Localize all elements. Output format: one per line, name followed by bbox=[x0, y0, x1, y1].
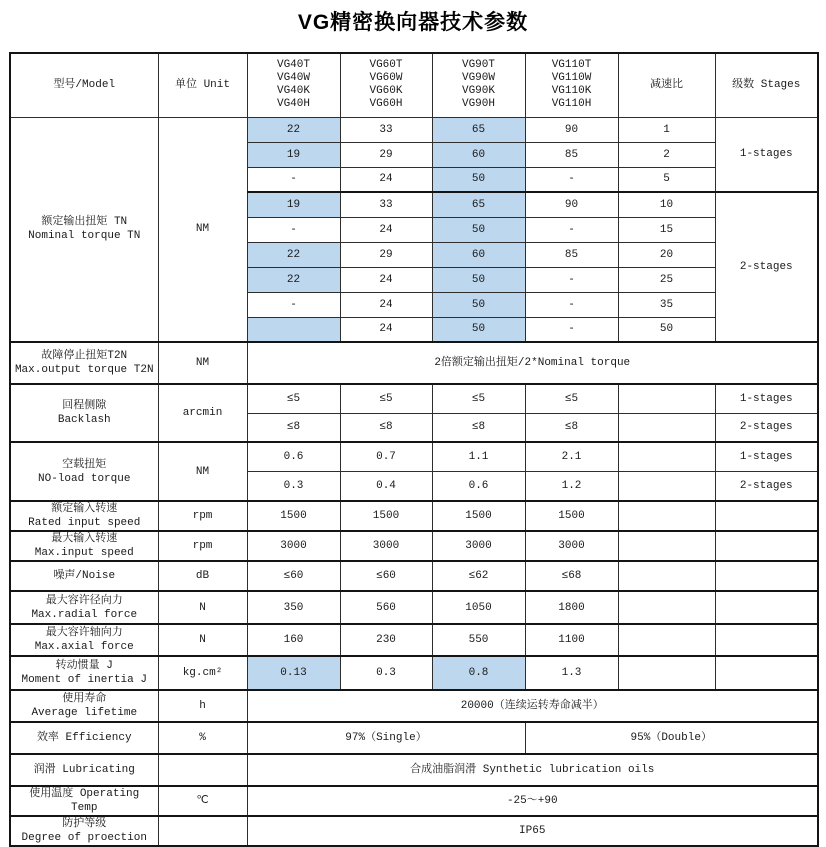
torque-value: 22 bbox=[247, 242, 340, 267]
max-speed-value: 3000 bbox=[247, 531, 340, 561]
torque-value: 60 bbox=[432, 142, 525, 167]
noload-value: 1.1 bbox=[432, 442, 525, 471]
torque-value: 19 bbox=[247, 142, 340, 167]
torque-value: 50 bbox=[432, 217, 525, 242]
col-header-ratio: 减速比 bbox=[618, 53, 715, 117]
stage-empty-cell bbox=[715, 656, 818, 690]
radial-force-value: 1800 bbox=[525, 591, 618, 624]
col-header-unit: 单位 Unit bbox=[158, 53, 247, 117]
max-speed-row bbox=[10, 531, 818, 561]
lifetime-value: 20000（连续运转寿命减半） bbox=[247, 690, 818, 722]
backlash-value: ≤5 bbox=[525, 384, 618, 413]
torque-value: 24 bbox=[340, 317, 432, 342]
radial-force-label: 最大容许径向力 Max.radial force bbox=[10, 591, 158, 624]
backlash-value: ≤5 bbox=[247, 384, 340, 413]
inertia-value: 1.3 bbox=[525, 656, 618, 690]
ratio-empty-cell bbox=[618, 656, 715, 690]
noload-row bbox=[10, 442, 818, 471]
torque-value: 65 bbox=[432, 192, 525, 217]
ratio-empty-cell bbox=[618, 413, 715, 442]
torque-value: 50 bbox=[432, 167, 525, 192]
ratio-empty-cell bbox=[618, 531, 715, 561]
inertia-unit: kg.cm² bbox=[158, 656, 247, 690]
torque-value: 22 bbox=[247, 117, 340, 142]
noload-value: 0.4 bbox=[340, 471, 432, 501]
torque-value: - bbox=[247, 217, 340, 242]
axial-force-label: 最大容许轴向力 Max.axial force bbox=[10, 624, 158, 656]
stage-2-cell: 2-stages bbox=[715, 192, 818, 342]
rated-speed-value: 1500 bbox=[340, 501, 432, 531]
torque-value: 29 bbox=[340, 242, 432, 267]
ratio-empty-cell bbox=[618, 591, 715, 624]
rated-speed-value: 1500 bbox=[525, 501, 618, 531]
noise-value: ≤60 bbox=[247, 561, 340, 591]
ratio-value: 35 bbox=[618, 292, 715, 317]
ratio-value: 25 bbox=[618, 267, 715, 292]
stage-empty-cell bbox=[715, 501, 818, 531]
spec-table bbox=[9, 52, 819, 847]
torque-row bbox=[10, 117, 818, 142]
torque-value: 29 bbox=[340, 142, 432, 167]
torque-label: 额定输出扭矩 TN Nominal torque TN bbox=[10, 117, 158, 342]
header-row bbox=[10, 53, 818, 117]
ratio-empty-cell bbox=[618, 442, 715, 471]
page-title: VG精密换向器技术参数 bbox=[297, 11, 529, 34]
efficiency-row bbox=[10, 722, 818, 754]
col-header-vg90: VG90T VG90W VG90K VG90H bbox=[432, 53, 525, 117]
backlash-value: ≤8 bbox=[525, 413, 618, 442]
noise-label: 噪声/Noise bbox=[10, 561, 158, 591]
rated-speed-row bbox=[10, 501, 818, 531]
lifetime-unit: h bbox=[158, 690, 247, 722]
noload-value: 0.6 bbox=[432, 471, 525, 501]
stage-cell: 2-stages bbox=[715, 413, 818, 442]
ratio-value: 15 bbox=[618, 217, 715, 242]
rated-speed-value: 1500 bbox=[247, 501, 340, 531]
temp-row bbox=[10, 786, 818, 816]
inertia-value: 0.13 bbox=[247, 656, 340, 690]
col-header-model: 型号/Model bbox=[10, 53, 158, 117]
stage-1-cell: 1-stages bbox=[715, 117, 818, 192]
torque-value: - bbox=[525, 317, 618, 342]
torque-value: 33 bbox=[340, 192, 432, 217]
torque-value: 24 bbox=[340, 292, 432, 317]
torque-value: 24 bbox=[340, 267, 432, 292]
torque-value: 85 bbox=[525, 242, 618, 267]
stage-empty-cell bbox=[715, 531, 818, 561]
radial-force-unit: N bbox=[158, 591, 247, 624]
torque-value: 33 bbox=[340, 117, 432, 142]
protection-label: 防护等级 Degree of proection bbox=[10, 816, 158, 846]
noload-value: 2.1 bbox=[525, 442, 618, 471]
rated-speed-label: 额定输入转速 Rated input speed bbox=[10, 501, 158, 531]
temp-label: 使用温度 Operating Temp bbox=[10, 786, 158, 816]
stage-empty-cell bbox=[715, 591, 818, 624]
ratio-value: 20 bbox=[618, 242, 715, 267]
backlash-value: ≤8 bbox=[247, 413, 340, 442]
stage-cell: 1-stages bbox=[715, 442, 818, 471]
backlash-value: ≤5 bbox=[432, 384, 525, 413]
inertia-label: 转动惯量 J Moment of inertia J bbox=[10, 656, 158, 690]
efficiency-unit: % bbox=[158, 722, 247, 754]
inertia-row bbox=[10, 656, 818, 690]
max-speed-label: 最大输入转速 Max.input speed bbox=[10, 531, 158, 561]
lubricating-label: 润滑 Lubricating bbox=[10, 754, 158, 786]
torque-value: 50 bbox=[432, 292, 525, 317]
radial-force-value: 1050 bbox=[432, 591, 525, 624]
lifetime-label: 使用寿命 Average lifetime bbox=[10, 690, 158, 722]
ratio-value: 5 bbox=[618, 167, 715, 192]
radial-force-value: 350 bbox=[247, 591, 340, 624]
backlash-value: ≤8 bbox=[340, 413, 432, 442]
radial-force-value: 560 bbox=[340, 591, 432, 624]
efficiency-label: 效率 Efficiency bbox=[10, 722, 158, 754]
ratio-empty-cell bbox=[618, 501, 715, 531]
max-speed-value: 3000 bbox=[340, 531, 432, 561]
noload-value: 1.2 bbox=[525, 471, 618, 501]
backlash-value: ≤8 bbox=[432, 413, 525, 442]
rated-speed-value: 1500 bbox=[432, 501, 525, 531]
torque-value: - bbox=[247, 292, 340, 317]
torque-value: - bbox=[525, 292, 618, 317]
torque-value: 50 bbox=[432, 267, 525, 292]
torque-value bbox=[247, 317, 340, 342]
torque-value: 90 bbox=[525, 117, 618, 142]
t2n-unit: NM bbox=[158, 342, 247, 384]
noise-unit: dB bbox=[158, 561, 247, 591]
torque-value: 50 bbox=[432, 317, 525, 342]
noload-unit: NM bbox=[158, 442, 247, 501]
noload-label: 空载扭矩 NO-load torque bbox=[10, 442, 158, 501]
inertia-value: 0.3 bbox=[340, 656, 432, 690]
torque-value: 24 bbox=[340, 217, 432, 242]
t2n-label: 故障停止扭矩T2N Max.output torque T2N bbox=[10, 342, 158, 384]
rated-speed-unit: rpm bbox=[158, 501, 247, 531]
stage-empty-cell bbox=[715, 624, 818, 656]
noise-row bbox=[10, 561, 818, 591]
noload-value: 0.7 bbox=[340, 442, 432, 471]
backlash-row bbox=[10, 384, 818, 413]
ratio-value: 10 bbox=[618, 192, 715, 217]
max-speed-unit: rpm bbox=[158, 531, 247, 561]
col-header-vg60: VG60T VG60W VG60K VG60H bbox=[340, 53, 432, 117]
torque-value: - bbox=[525, 167, 618, 192]
backlash-unit: arcmin bbox=[158, 384, 247, 442]
temp-value: -25～+90 bbox=[247, 786, 818, 816]
stage-cell: 2-stages bbox=[715, 471, 818, 501]
radial-force-row bbox=[10, 591, 818, 624]
lubricating-value: 合成油脂润滑 Synthetic lubrication oils bbox=[247, 754, 818, 786]
noload-value: 0.3 bbox=[247, 471, 340, 501]
torque-value: 22 bbox=[247, 267, 340, 292]
ratio-empty-cell bbox=[618, 471, 715, 501]
lubricating-unit bbox=[158, 754, 247, 786]
ratio-value: 1 bbox=[618, 117, 715, 142]
col-header-vg110: VG110T VG110W VG110K VG110H bbox=[525, 53, 618, 117]
torque-value: 19 bbox=[247, 192, 340, 217]
max-speed-value: 3000 bbox=[525, 531, 618, 561]
noise-value: ≤62 bbox=[432, 561, 525, 591]
ratio-empty-cell bbox=[618, 384, 715, 413]
torque-value: 90 bbox=[525, 192, 618, 217]
t2n-value: 2倍额定输出扭矩/2*Nominal torque bbox=[247, 342, 818, 384]
backlash-label: 回程侧隙 Backlash bbox=[10, 384, 158, 442]
torque-value: 24 bbox=[340, 167, 432, 192]
stage-cell: 1-stages bbox=[715, 384, 818, 413]
col-header-stages: 级数 Stages bbox=[715, 53, 818, 117]
torque-value: 60 bbox=[432, 242, 525, 267]
axial-force-unit: N bbox=[158, 624, 247, 656]
efficiency-single-value: 97%（Single） bbox=[247, 722, 525, 754]
torque-value: - bbox=[525, 217, 618, 242]
ratio-empty-cell bbox=[618, 624, 715, 656]
torque-value: 85 bbox=[525, 142, 618, 167]
backlash-value: ≤5 bbox=[340, 384, 432, 413]
protection-row bbox=[10, 816, 818, 846]
lifetime-row bbox=[10, 690, 818, 722]
t2n-row bbox=[10, 342, 818, 384]
max-speed-value: 3000 bbox=[432, 531, 525, 561]
ratio-value: 2 bbox=[618, 142, 715, 167]
axial-force-value: 550 bbox=[432, 624, 525, 656]
noload-value: 0.6 bbox=[247, 442, 340, 471]
protection-unit bbox=[158, 816, 247, 846]
axial-force-row bbox=[10, 624, 818, 656]
axial-force-value: 230 bbox=[340, 624, 432, 656]
efficiency-double-value: 95%（Double） bbox=[525, 722, 818, 754]
lubricating-row bbox=[10, 754, 818, 786]
inertia-value: 0.8 bbox=[432, 656, 525, 690]
stage-empty-cell bbox=[715, 561, 818, 591]
col-header-vg40: VG40T VG40W VG40K VG40H bbox=[247, 53, 340, 117]
ratio-empty-cell bbox=[618, 561, 715, 591]
ratio-value: 50 bbox=[618, 317, 715, 342]
noise-value: ≤68 bbox=[525, 561, 618, 591]
torque-value: 65 bbox=[432, 117, 525, 142]
torque-unit: NM bbox=[158, 117, 247, 342]
torque-value: - bbox=[247, 167, 340, 192]
noise-value: ≤60 bbox=[340, 561, 432, 591]
axial-force-value: 1100 bbox=[525, 624, 618, 656]
protection-value: IP65 bbox=[247, 816, 818, 846]
axial-force-value: 160 bbox=[247, 624, 340, 656]
temp-unit: ℃ bbox=[158, 786, 247, 816]
torque-value: - bbox=[525, 267, 618, 292]
